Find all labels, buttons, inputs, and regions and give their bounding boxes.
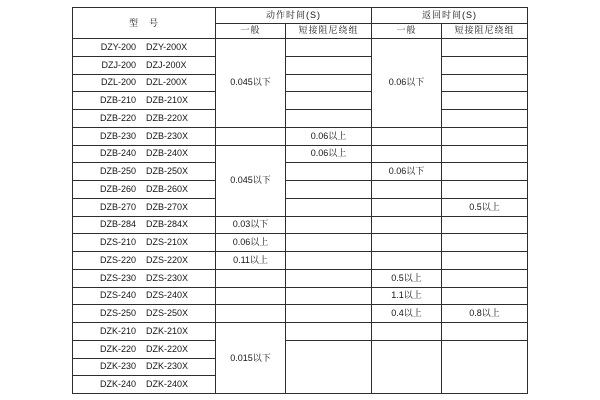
empty-value-cell (442, 145, 528, 163)
model-name: DZY-200 (100, 41, 136, 52)
spec-table-head (73, 8, 528, 39)
empty-value-cell (372, 252, 442, 270)
model-name: DZB-240X (145, 148, 189, 159)
model-cell (73, 358, 216, 376)
empty-value-cell (442, 287, 528, 305)
action-damped-value: 0.06以上 (286, 145, 372, 163)
table-row (73, 198, 528, 216)
table-row (73, 74, 528, 92)
empty-value-cell (286, 163, 372, 181)
empty-value-cell (442, 340, 528, 393)
model-cell (73, 56, 216, 74)
empty-value-cell (286, 216, 372, 234)
header-return-time: 返回时间(S) (372, 8, 528, 24)
empty-value-cell (372, 181, 442, 199)
model-cell (73, 323, 216, 341)
model-name: DZS-230X (145, 272, 189, 283)
return-general-value: 0.5以上 (372, 269, 442, 287)
empty-value-cell (442, 163, 528, 181)
return-damped-value: 0.5以上 (442, 198, 528, 216)
model-name: DZK-220 (99, 343, 136, 354)
table-row (73, 234, 528, 252)
table-row (73, 145, 528, 163)
model-name: DZS-220 (99, 254, 136, 265)
empty-value-cell (216, 305, 286, 323)
empty-value-cell (286, 323, 372, 341)
return-general-value: 0.06以下 (372, 163, 442, 181)
model-name: DZB-220 (99, 112, 136, 123)
table-row (73, 163, 528, 181)
table-row (73, 323, 528, 341)
empty-value-cell (442, 110, 528, 128)
empty-value-cell (286, 287, 372, 305)
model-name: DZK-210X (145, 325, 189, 336)
model-cell (73, 252, 216, 270)
model-name: DZB-270 (99, 201, 136, 212)
model-name: DZS-250X (145, 308, 189, 319)
action-general-value: 0.015以下 (216, 323, 286, 394)
model-name: DZL-200 (100, 77, 136, 88)
model-name: DZK-240X (145, 379, 189, 390)
empty-value-cell (216, 287, 286, 305)
model-cell (73, 216, 216, 234)
model-name: DZB-260 (99, 183, 136, 194)
table-row (73, 127, 528, 145)
spec-table (72, 7, 528, 394)
model-name: DZK-240 (99, 379, 136, 390)
model-name: DZJ-200X (146, 59, 187, 70)
empty-value-cell (442, 92, 528, 110)
table-row (73, 56, 528, 74)
empty-value-cell (372, 127, 442, 145)
empty-value-cell (372, 323, 442, 341)
action-general-value: 0.11以上 (216, 252, 286, 270)
table-row (73, 181, 528, 199)
return-general-value: 0.06以下 (372, 39, 442, 128)
empty-value-cell (286, 269, 372, 287)
model-cell (73, 110, 216, 128)
empty-value-cell (286, 252, 372, 270)
header-action-time: 动作时间(S) (216, 8, 372, 24)
empty-value-cell (442, 323, 528, 341)
table-row (73, 92, 528, 110)
table-row (73, 340, 528, 358)
empty-value-cell (286, 340, 372, 393)
model-name: DZB-220X (145, 112, 189, 123)
table-row (73, 252, 528, 270)
model-cell (73, 198, 216, 216)
model-name: DZK-210 (99, 325, 136, 336)
model-name: DZS-240X (145, 290, 189, 301)
model-name: DZB-240 (99, 148, 136, 159)
header-return-general: 一般 (372, 23, 442, 39)
model-cell (73, 305, 216, 323)
model-name: DZY-200X (145, 41, 188, 52)
model-name: DZB-270X (145, 201, 189, 212)
model-name: DZK-230X (145, 361, 189, 372)
empty-value-cell (442, 216, 528, 234)
empty-value-cell (442, 234, 528, 252)
action-general-value: 0.03以下 (216, 216, 286, 234)
header-action-damped-winding: 短接阻尼绕组 (286, 23, 372, 39)
model-cell (73, 340, 216, 358)
model-name: DZS-230 (99, 272, 136, 283)
model-cell (73, 39, 216, 57)
empty-value-cell (372, 216, 442, 234)
table-row (73, 269, 528, 287)
empty-value-cell (372, 198, 442, 216)
model-cell (73, 145, 216, 163)
header-action-general: 一般 (216, 23, 286, 39)
empty-value-cell (286, 181, 372, 199)
spec-table-body (73, 39, 528, 394)
empty-value-cell (286, 56, 372, 74)
model-name: DZK-220X (145, 343, 189, 354)
header-row (73, 8, 528, 24)
return-damped-value: 0.8以上 (442, 305, 528, 323)
model-cell (73, 127, 216, 145)
model-name: DZB-250X (145, 166, 189, 177)
model-name: DZB-260X (145, 183, 189, 194)
table-row (73, 305, 528, 323)
empty-value-cell (442, 39, 528, 57)
action-general-value: 0.06以上 (216, 234, 286, 252)
empty-value-cell (286, 74, 372, 92)
empty-value-cell (372, 340, 442, 393)
empty-value-cell (216, 127, 286, 145)
empty-value-cell (442, 252, 528, 270)
empty-value-cell (372, 234, 442, 252)
model-cell (73, 163, 216, 181)
action-damped-value: 0.06以上 (286, 127, 372, 145)
action-general-value: 0.045以下 (216, 145, 286, 216)
empty-value-cell (286, 198, 372, 216)
model-cell (73, 74, 216, 92)
model-name: DZB-250 (99, 166, 136, 177)
model-name: DZJ-200 (101, 59, 136, 70)
model-name: DZB-284X (145, 219, 189, 230)
model-cell (73, 376, 216, 394)
model-name: DZB-230 (99, 130, 136, 141)
return-general-value: 1.1以上 (372, 287, 442, 305)
model-name: DZB-210 (99, 95, 136, 106)
model-name: DZB-284 (99, 219, 136, 230)
empty-value-cell (372, 145, 442, 163)
model-name: DZB-230X (145, 130, 189, 141)
model-name: DZL-200X (145, 77, 188, 88)
empty-value-cell (286, 305, 372, 323)
empty-value-cell (286, 234, 372, 252)
table-row (73, 39, 528, 57)
action-general-value: 0.045以下 (216, 39, 286, 128)
model-cell (73, 92, 216, 110)
model-name: DZS-210X (145, 237, 189, 248)
empty-value-cell (442, 56, 528, 74)
table-row (73, 287, 528, 305)
model-cell (73, 287, 216, 305)
model-cell (73, 269, 216, 287)
model-name: DZB-210X (145, 95, 189, 106)
empty-value-cell (216, 269, 286, 287)
empty-value-cell (286, 92, 372, 110)
model-name: DZS-250 (99, 308, 136, 319)
model-name: DZS-240 (99, 290, 136, 301)
model-cell (73, 234, 216, 252)
empty-value-cell (442, 269, 528, 287)
empty-value-cell (442, 74, 528, 92)
model-cell (73, 181, 216, 199)
table-row (73, 110, 528, 128)
header-return-damped-winding: 短接阻尼绕组 (442, 23, 528, 39)
empty-value-cell (286, 39, 372, 57)
empty-value-cell (442, 127, 528, 145)
model-name: DZK-230 (99, 361, 136, 372)
model-name: DZS-210 (99, 237, 136, 248)
model-name: DZS-220X (145, 254, 189, 265)
table-row (73, 216, 528, 234)
empty-value-cell (442, 181, 528, 199)
empty-value-cell (286, 110, 372, 128)
header-model: 型 号 (73, 8, 216, 39)
return-general-value: 0.4以上 (372, 305, 442, 323)
